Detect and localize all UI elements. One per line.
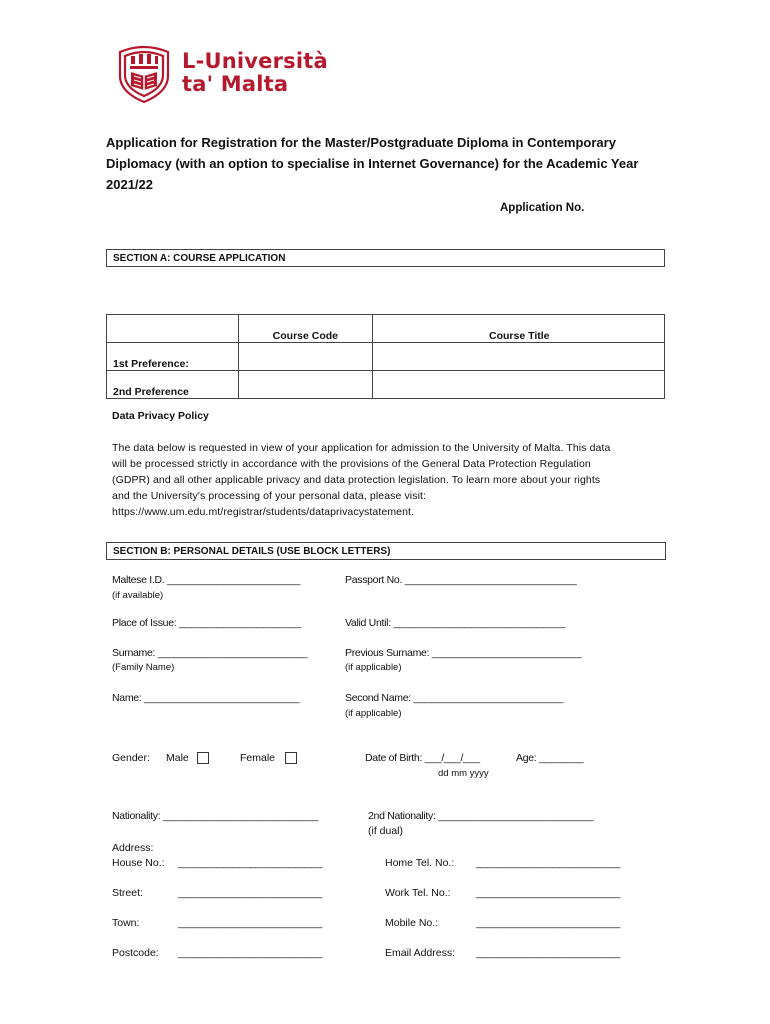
gender-label: Gender:: [112, 752, 150, 764]
home-tel-label: Home Tel. No.:: [385, 857, 455, 869]
home-tel-field[interactable]: __________________________: [476, 857, 621, 869]
section-a-heading: SECTION A: COURSE APPLICATION: [106, 249, 665, 267]
valid-until-field[interactable]: Valid Until: _______________________________: [345, 617, 566, 629]
mobile-field[interactable]: __________________________: [476, 917, 621, 929]
second-name-field[interactable]: Second Name: ___________________________: [345, 692, 564, 704]
postcode-label: Postcode:: [112, 947, 159, 959]
university-logo: [114, 42, 174, 109]
privacy-paragraph: [112, 440, 672, 520]
female-label: Female: [240, 752, 276, 764]
male-option[interactable]: [166, 752, 209, 764]
nationality-field[interactable]: Nationality: ____________________________: [112, 810, 319, 822]
street-label: Street:: [112, 887, 143, 899]
email-field[interactable]: __________________________: [476, 947, 621, 959]
town-label: Town:: [112, 917, 140, 929]
privacy-heading: Data Privacy Policy: [112, 410, 209, 422]
postcode-field[interactable]: __________________________: [178, 947, 323, 959]
work-tel-label: Work Tel. No.:: [385, 887, 451, 899]
mobile-label: Mobile No.:: [385, 917, 439, 929]
privacy-line: and the University's processing of your personal data, please visit:: [112, 490, 427, 502]
section-b-heading: SECTION B: PERSONAL DETAILS (USE BLOCK LETTERS): [106, 542, 666, 560]
age-field[interactable]: Age: ________: [516, 752, 584, 764]
name-field[interactable]: Name: ____________________________: [112, 692, 300, 704]
email-label: Email Address:: [385, 947, 456, 959]
table-header-blank: [107, 315, 239, 343]
female-checkbox[interactable]: [285, 752, 297, 764]
date-of-birth-field[interactable]: Date of Birth: ___/___/___: [365, 752, 480, 764]
application-no-label: Application No.: [500, 202, 585, 214]
date-of-birth-format: dd mm yyyy: [438, 768, 489, 779]
first-preference-label: 1st Preference:: [107, 343, 239, 371]
passport-field[interactable]: Passport No. _______________________________: [345, 574, 577, 586]
second-name-note: (if applicable): [345, 708, 402, 719]
first-preference-title-cell[interactable]: [373, 343, 665, 371]
brand-name-line2: ta' Malta: [182, 72, 289, 96]
preference-table: [106, 314, 665, 399]
maltese-id-field[interactable]: Maltese I.D. ________________________: [112, 574, 300, 586]
street-field[interactable]: __________________________: [178, 887, 323, 899]
surname-field[interactable]: Surname: ___________________________: [112, 647, 308, 659]
house-no-field[interactable]: __________________________: [178, 857, 323, 869]
maltese-id-note: (if available): [112, 590, 164, 601]
previous-surname-note: (if applicable): [345, 662, 402, 673]
male-label: Male: [166, 752, 189, 764]
surname-note: (Family Name): [112, 662, 175, 673]
female-option[interactable]: [240, 752, 297, 764]
house-no-label: House No.:: [112, 857, 165, 869]
document-title: Application for Registration for the Master/Postgraduate Diploma in Contemporary Diplomacy (with an option to specialise in Internet Governance) for the Academic Year 2021/22: [106, 135, 639, 192]
course-code-header: Course Code: [239, 315, 373, 343]
second-preference-title-cell[interactable]: [373, 371, 665, 399]
second-preference-code-cell[interactable]: [239, 371, 373, 399]
privacy-line: The data below is requested in view of your application for admission to the University of Malta. This data: [112, 442, 611, 454]
previous-surname-field[interactable]: Previous Surname: ___________________________: [345, 647, 582, 659]
privacy-line: (GDPR) and all other applicable privacy and data protection legislation. To learn more about your rights: [112, 474, 601, 486]
first-preference-code-cell[interactable]: [239, 343, 373, 371]
work-tel-field[interactable]: __________________________: [476, 887, 621, 899]
privacy-url[interactable]: https://www.um.edu.mt/registrar/students/dataprivacystatement.: [112, 506, 415, 518]
university-crest-icon: [114, 42, 174, 104]
second-nationality-note: (if dual): [368, 825, 404, 837]
second-preference-label: 2nd Preference: [107, 371, 239, 399]
second-nationality-field[interactable]: 2nd Nationality: ____________________________: [368, 810, 594, 822]
male-checkbox[interactable]: [197, 752, 209, 764]
place-of-issue-field[interactable]: Place of Issue: ______________________: [112, 617, 301, 629]
address-label: Address:: [112, 842, 154, 854]
brand-name-line1: L-Università: [182, 49, 328, 73]
town-field[interactable]: __________________________: [178, 917, 323, 929]
privacy-line: will be processed strictly in accordance with the provisions of the General Data Protection Regulation: [112, 458, 591, 470]
course-title-header: Course Title: [373, 315, 665, 343]
